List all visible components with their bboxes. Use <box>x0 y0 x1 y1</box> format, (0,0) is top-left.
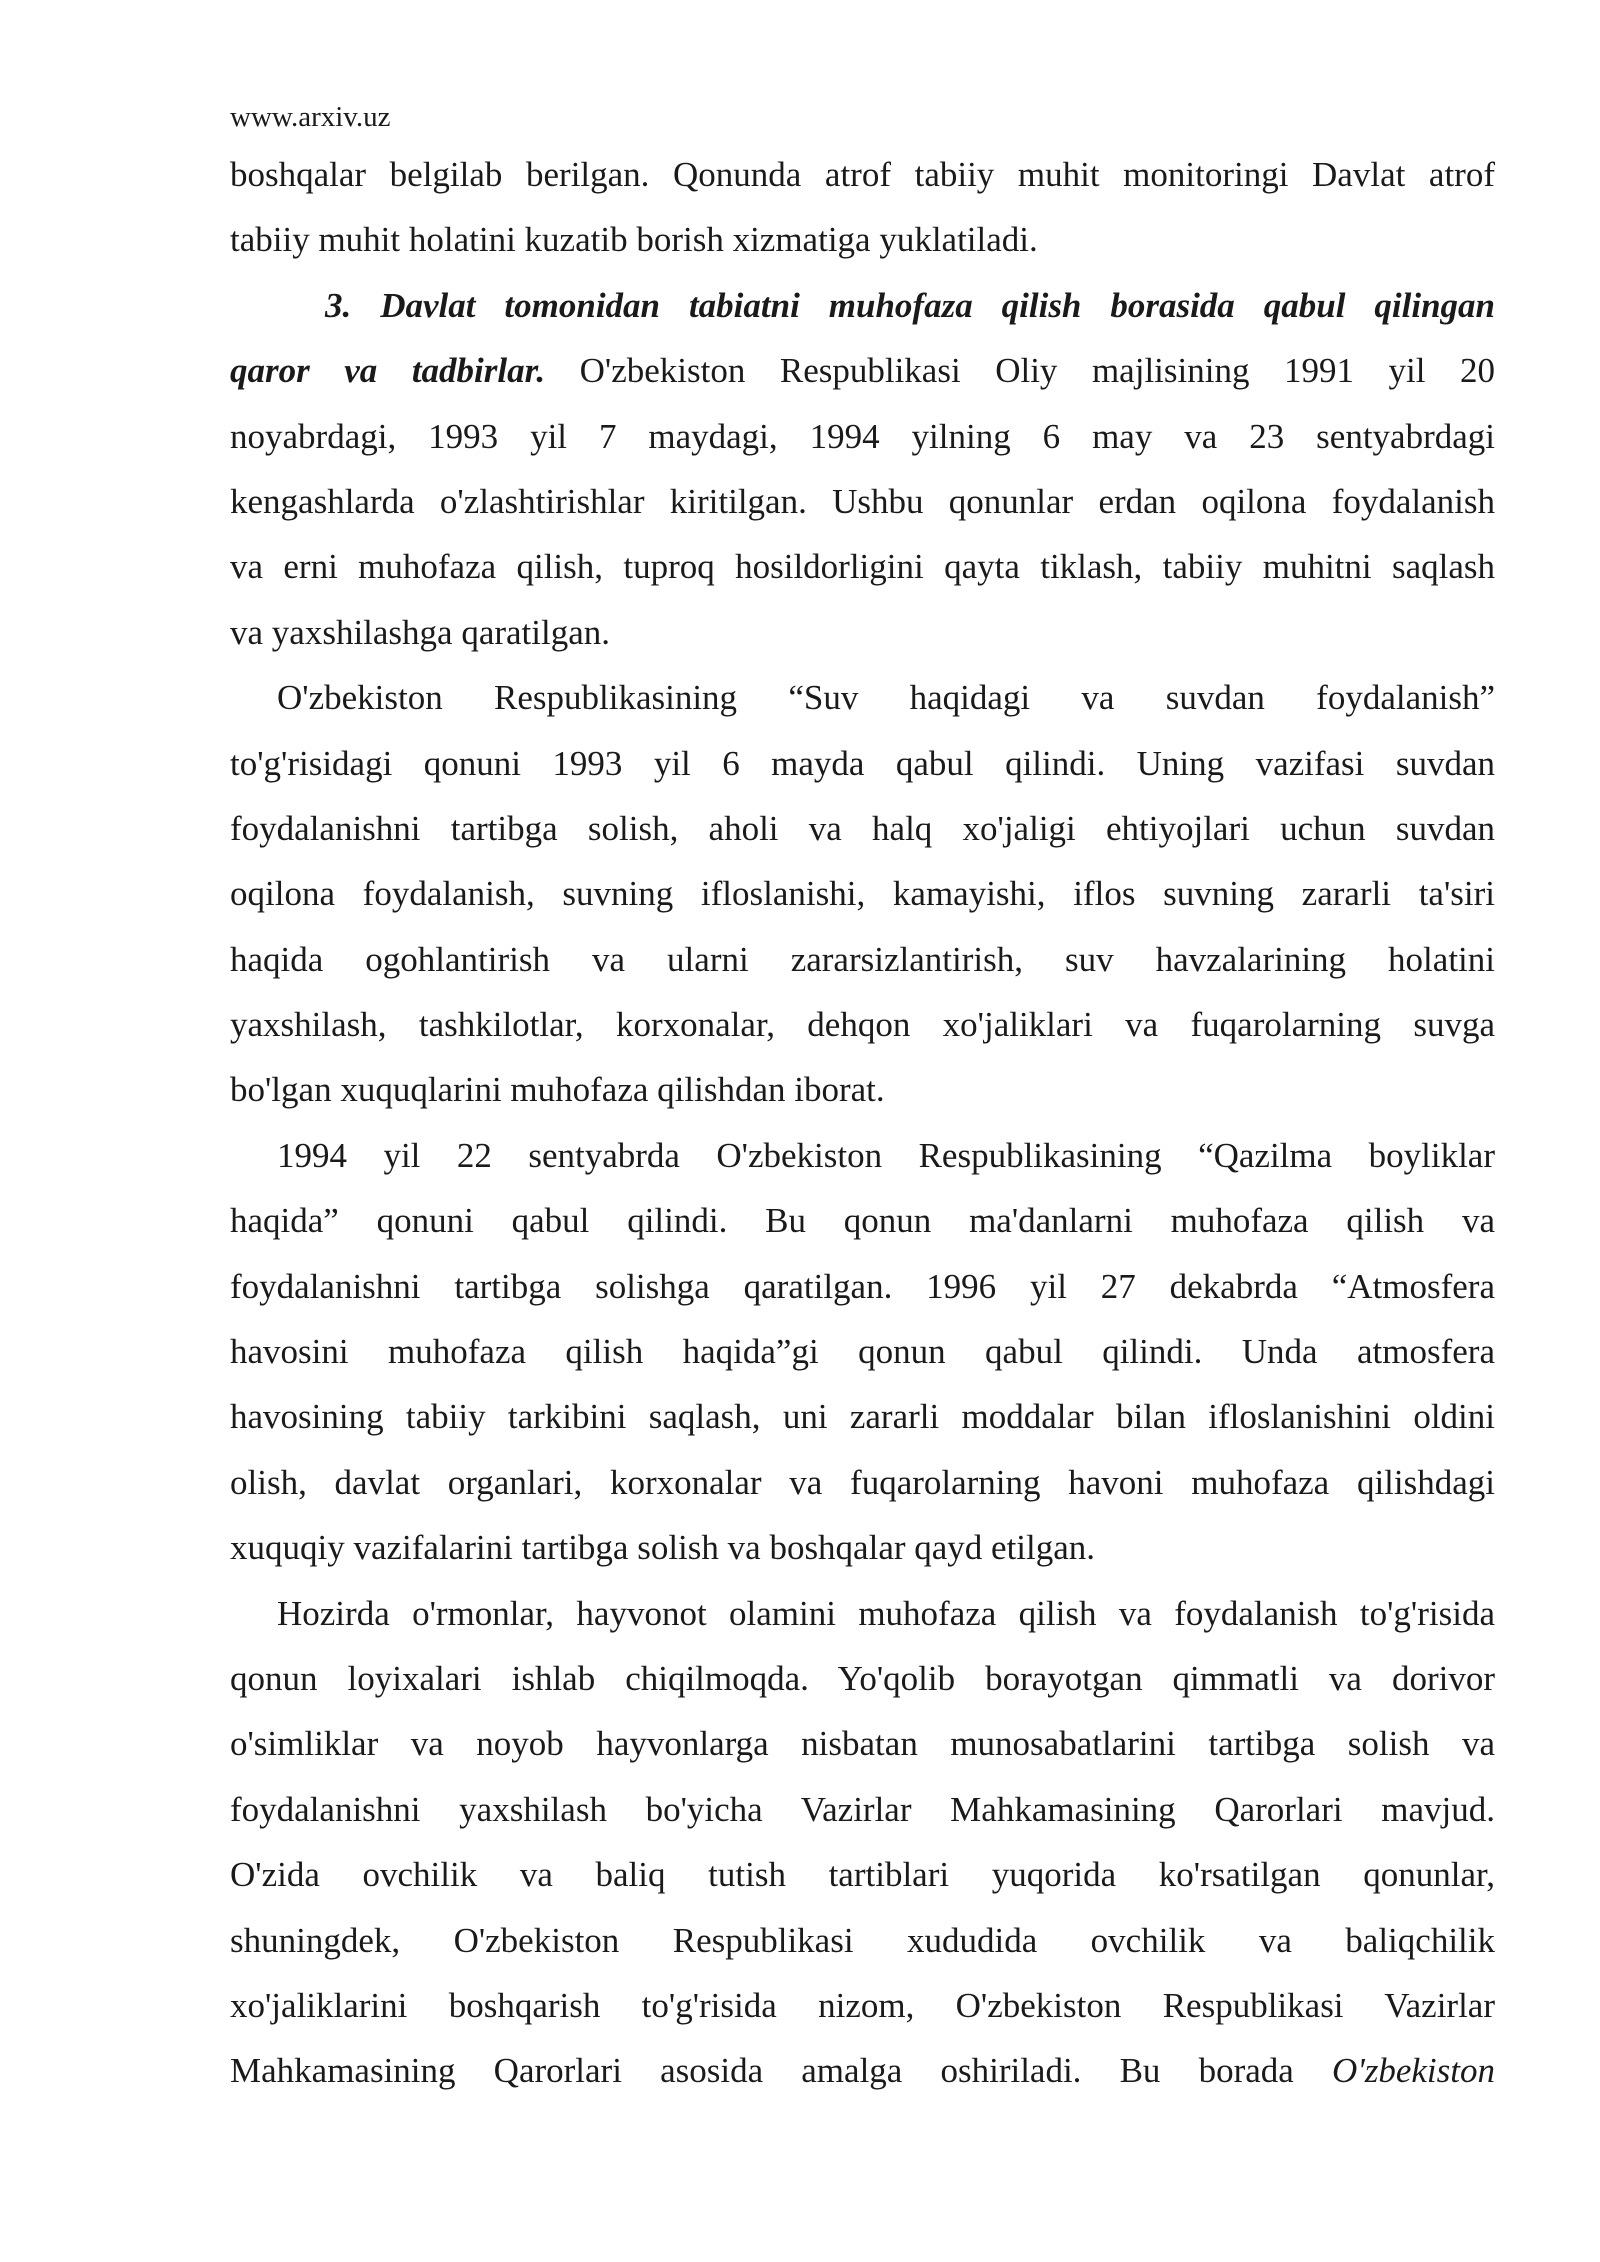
text-line: va yaxshilashga qaratilgan. <box>230 612 611 652</box>
text-line <box>230 2038 1495 2103</box>
text-line: shuningdek, O'zbekiston Respublikasi xududida ovchilik va baliqchilik <box>230 1920 1495 1960</box>
text-line: havosini muhofaza qilish haqida”gi qonun qabul qilindi. Unda atmosfera <box>230 1332 1495 1372</box>
text-line: foydalanishni tartibga solish, aholi va halq xo'jaligi ehtiyojlari uchun suvdan <box>230 808 1495 848</box>
section-heading-end: qaror va tadbirlar. <box>230 351 546 391</box>
text-line: O'zida ovchilik va baliq tutish tartiblari yuqorida ko'rsatilgan qonunlar, <box>230 1855 1495 1895</box>
text-line: xo'jaliklarini boshqarish to'g'risida nizom, O'zbekiston Respublikasi Vazirlar <box>230 1985 1495 2025</box>
paragraph-water-law <box>230 665 1495 1123</box>
text-line: va erni muhofaza qilish, tuproq hosildorligini qayta tiklash, tabiiy muhitni saqlash <box>230 547 1495 587</box>
text-line: 1994 yil 22 sentyabrda O'zbekiston Respublikasining “Qazilma boyliklar <box>277 1135 1495 1175</box>
paragraph-forests-wildlife <box>230 1581 1495 2104</box>
text-line <box>230 338 1495 403</box>
text-line: kengashlarda o'zlashtirishlar kiritilgan. Ushbu qonunlar erdan oqilona foydalanish <box>230 481 1495 521</box>
section-heading: 3. Davlat tomonidan tabiatni muhofaza qilish borasida qabul qilingan <box>325 285 1495 325</box>
text-line: Hozirda o'rmonlar, hayvonot olamini muhofaza qilish va foydalanish to'g'risida <box>277 1593 1495 1633</box>
italic-text-span: O'zbekiston <box>1331 2051 1495 2091</box>
text-span: Mahkamasining Qarorlari asosida amalga oshiriladi. Bu borada <box>230 2051 1332 2091</box>
paragraph-continuation <box>230 142 1495 273</box>
document-page <box>230 92 1495 2104</box>
text-line: o'simliklar va noyob hayvonlarga nisbatan munosabatlarini tartibga solish va <box>230 1724 1495 1764</box>
text-line: noyabrdagi, 1993 yil 7 maydagi, 1994 yilning 6 may va 23 sentyabrdagi <box>230 416 1495 456</box>
text-line: oqilona foydalanish, suvning ifloslanishi, kamayishi, iflos suvning zararli ta'siri <box>230 874 1495 914</box>
text-line: foydalanishni tartibga solishga qaratilgan. 1996 yil 27 dekabrda “Atmosfera <box>230 1266 1495 1306</box>
text-line: yaxshilash, tashkilotlar, korxonalar, dehqon xo'jaliklari va fuqarolarning suvga <box>230 1005 1495 1045</box>
text-line: qonun loyixalari ishlab chiqilmoqda. Yo'qolib borayotgan qimmatli va dorivor <box>230 1658 1495 1698</box>
section-3 <box>230 273 1495 665</box>
text-span: O'zbekiston Respublikasi Oliy majlisining 1991 yil 20 <box>545 351 1495 391</box>
text-line: foydalanishni yaxshilash bo'yicha Vazirlar Mahkamasining Qarorlari mavjud. <box>230 1789 1495 1829</box>
text-line: haqida ogohlantirish va ularni zararsizlantirish, suv havzalarining holatini <box>230 939 1495 979</box>
site-url-header: www.arxiv.uz <box>230 101 391 133</box>
text-line: boshqalar belgilab berilgan. Qonunda atrof tabiiy muhit monitoringi Davlat atrof <box>230 155 1495 194</box>
text-line: xuquqiy vazifalarini tartibga solish va boshqalar qayd etilgan. <box>230 1528 1096 1568</box>
text-line: havosining tabiiy tarkibini saqlash, uni zararli moddalar bilan ifloslanishini oldini <box>230 1397 1495 1437</box>
text-line: tabiiy muhit holatini kuzatib borish xizmatiga yuklatiladi. <box>230 220 1038 260</box>
text-line: bo'lgan xuquqlarini muhofaza qilishdan iborat. <box>230 1070 885 1110</box>
text-line: olish, davlat organlari, korxonalar va fuqarolarning havoni muhofaza qilishdagi <box>230 1462 1495 1502</box>
text-line: O'zbekiston Respublikasining “Suv haqidagi va suvdan foydalanish” <box>277 678 1495 718</box>
text-line: haqida” qonuni qabul qilindi. Bu qonun ma'danlarni muhofaza qilish va <box>230 1201 1495 1241</box>
text-line: to'g'risidagi qonuni 1993 yil 6 mayda qabul qilindi. Uning vazifasi suvdan <box>230 743 1495 783</box>
paragraph-minerals-law <box>230 1123 1495 1581</box>
